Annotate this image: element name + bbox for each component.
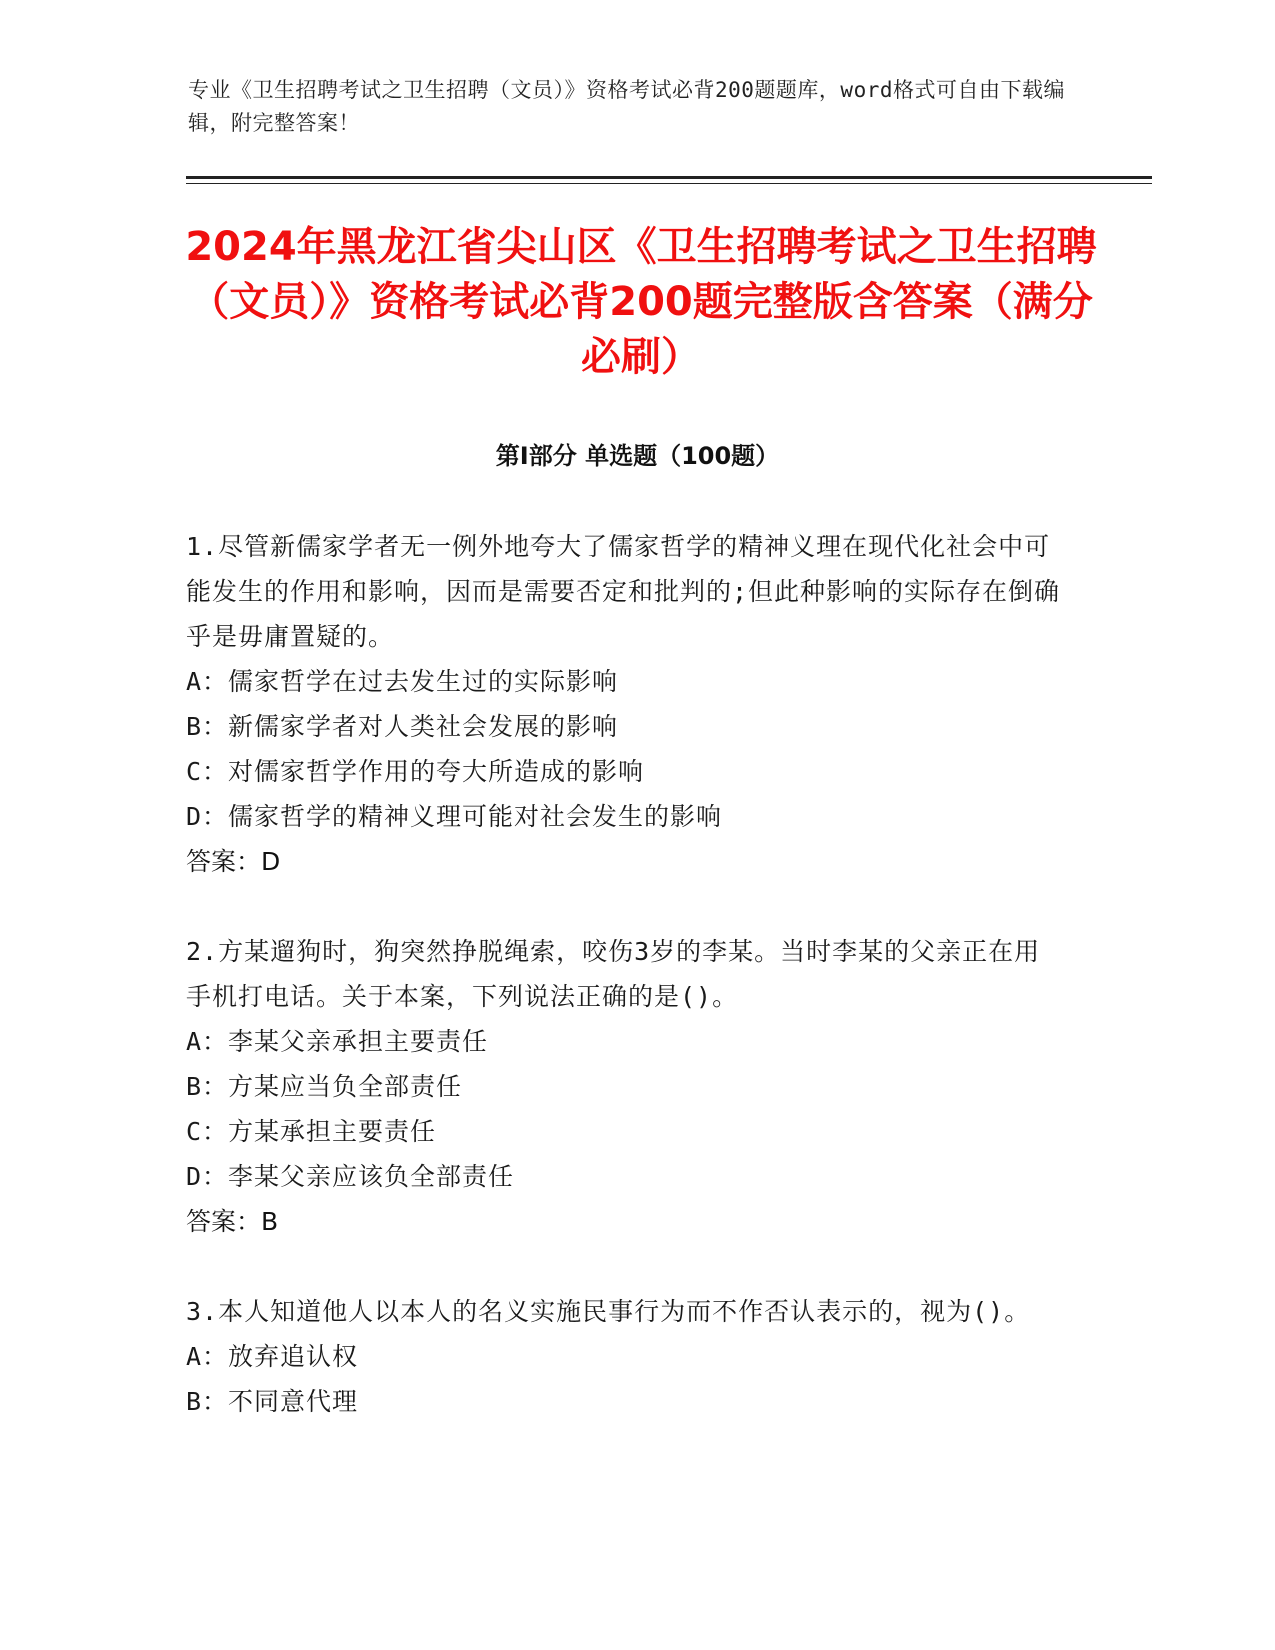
option-c: C：对儒家哲学作用的夸大所造成的影响	[186, 757, 645, 786]
option-b: B：不同意代理	[186, 1387, 359, 1416]
option-d: D：儒家哲学的精神义理可能对社会发生的影响	[186, 802, 723, 831]
header-divider-thick	[186, 176, 1152, 179]
document-title: 2024年黑龙江省尖山区《卫生招聘考试之卫生招聘（文员）》资格考试必背200题完整版含答案（满分必刷）	[185, 224, 1097, 380]
header-divider-thin	[186, 183, 1152, 184]
option-b: B：新儒家学者对人类社会发展的影响	[186, 712, 619, 741]
question-stem: 2.方某遛狗时，狗突然挣脱绳索，咬伤3岁的李某。当时李某的父亲正在用手机打电话。关于本案，下列说法正确的是()。	[186, 937, 1041, 1011]
option-a: A：放弃追认权	[186, 1342, 359, 1371]
option-c: C：方某承担主要责任	[186, 1117, 437, 1146]
answer: 答案：D	[186, 847, 281, 876]
question-1	[186, 524, 1066, 884]
header-note: 专业《卫生招聘考试之卫生招聘（文员）》资格考试必背200题题库，word格式可自由下载编辑，附完整答案！	[188, 78, 1065, 135]
question-stem: 1.尽管新儒家学者无一例外地夸大了儒家哲学的精神义理在现代化社会中可能发生的作用和影响，因而是需要否定和批判的;但此种影响的实际存在倒确乎是毋庸置疑的。	[186, 532, 1061, 651]
answer: 答案：B	[186, 1207, 279, 1236]
option-b: B：方某应当负全部责任	[186, 1072, 463, 1101]
question-2	[186, 929, 1066, 1244]
section-title: 第I部分 单选题（100题）	[495, 442, 780, 470]
option-a: A：儒家哲学在过去发生过的实际影响	[186, 667, 619, 696]
question-stem: 3.本人知道他人以本人的名义实施民事行为而不作否认表示的，视为()。	[186, 1297, 1031, 1326]
question-list	[186, 524, 1066, 1469]
option-d: D：李某父亲应该负全部责任	[186, 1162, 515, 1191]
option-a: A：李某父亲承担主要责任	[186, 1027, 489, 1056]
question-3	[186, 1289, 1066, 1424]
